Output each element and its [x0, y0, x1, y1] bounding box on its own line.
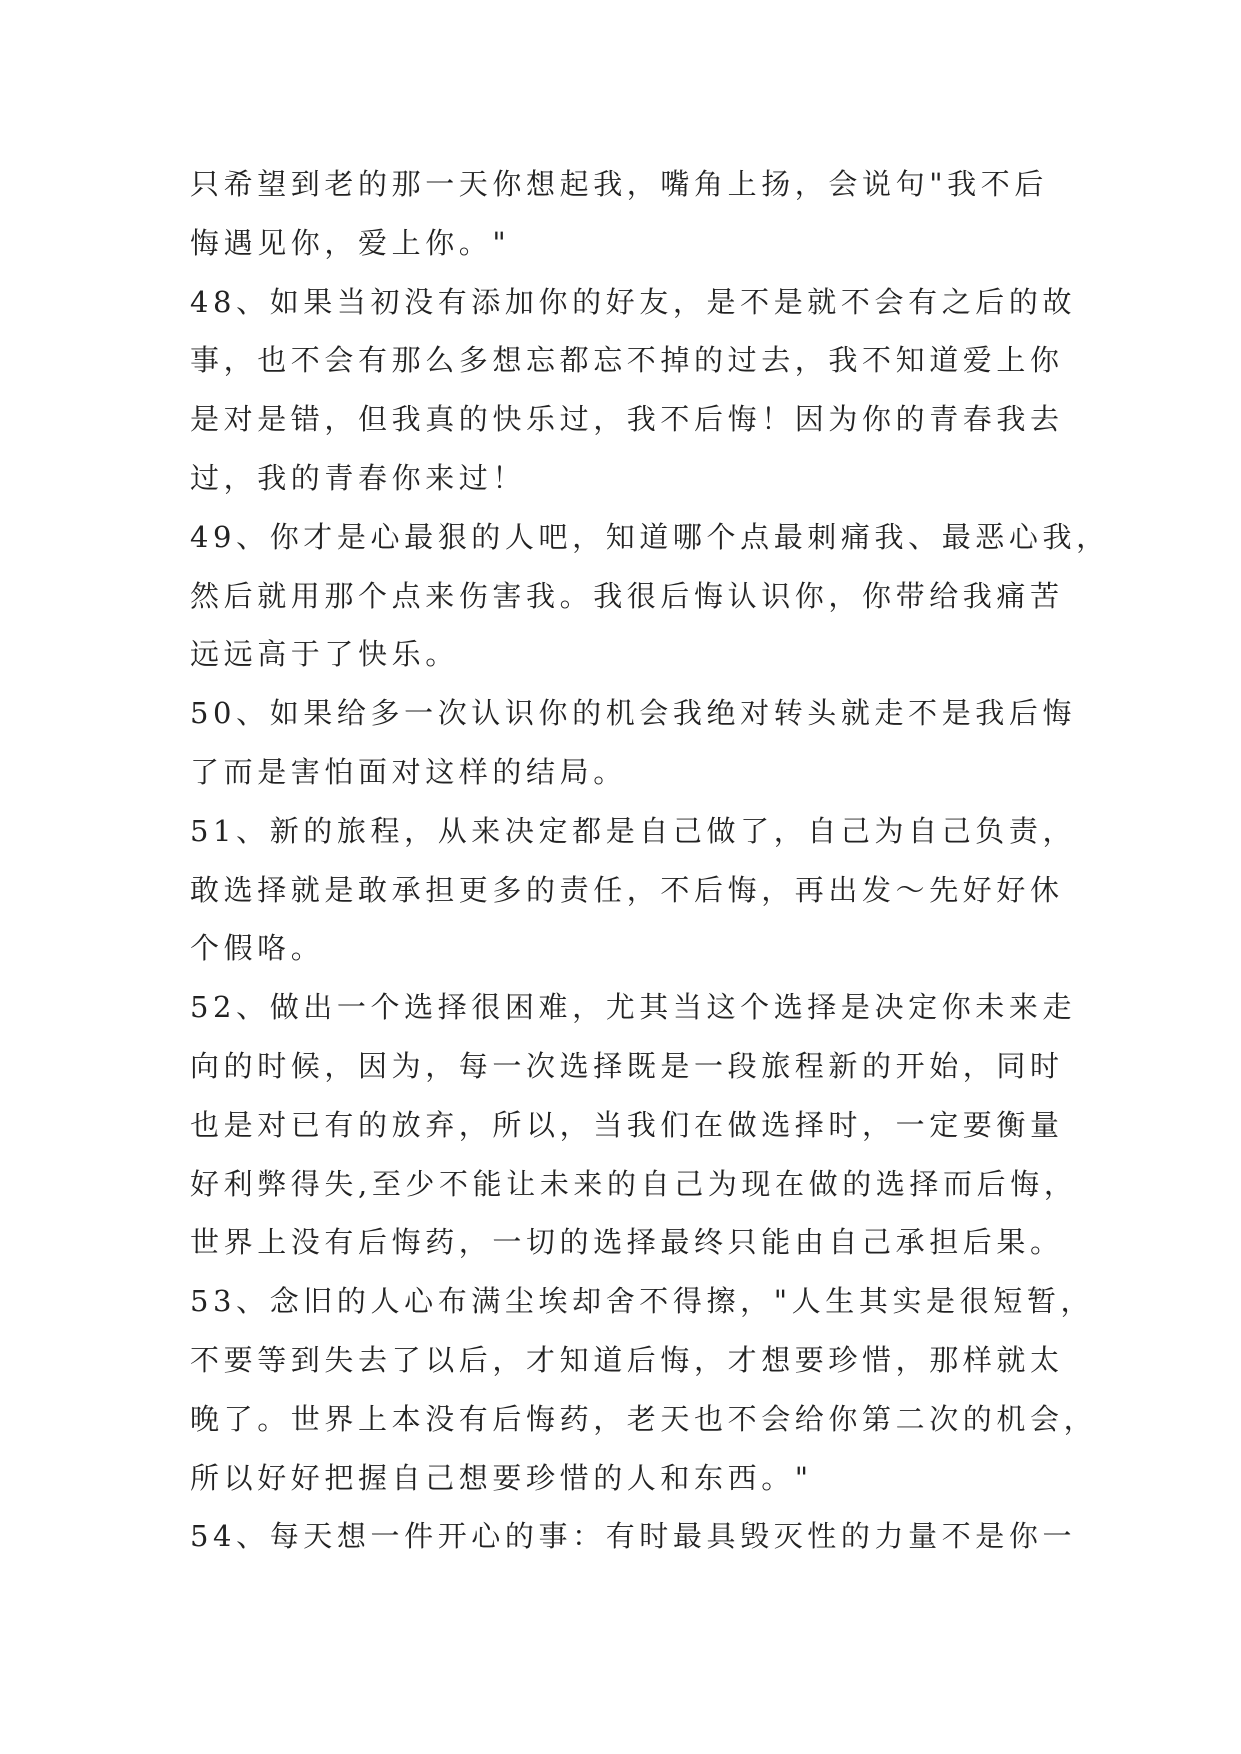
- text-line: 悔遇见你，爱上你。": [190, 225, 511, 260]
- text-line: 53、念旧的人心布满尘埃却舍不得擦，"人生其实是很短暂，: [190, 1284, 1095, 1319]
- text-line: 晚了。世界上本没有后悔药，老天也不会给你第二次的机会，: [190, 1401, 1098, 1436]
- text-line: 了而是害怕面对这样的结局。: [190, 754, 627, 789]
- text-line: 事，也不会有那么多想忘都忘不掉的过去，我不知道爱上你: [190, 343, 1064, 378]
- text-line: 54、每天想一件开心的事：有时最具毁灭性的力量不是你一: [190, 1519, 1077, 1554]
- text-line: 向的时候，因为，每一次选择既是一段旅程新的开始，同时: [190, 1048, 1064, 1083]
- text-line: 敢选择就是敢承担更多的责任，不后悔，再出发～先好好休: [190, 872, 1064, 907]
- text-line: 世界上没有后悔药，一切的选择最终只能由自己承担后果。: [190, 1225, 1064, 1260]
- text-line: 所以好好把握自己想要珍惜的人和东西。": [190, 1460, 813, 1495]
- text-line: 好利弊得失,至少不能让未来的自己为现在做的选择而后悔，: [190, 1166, 1078, 1201]
- text-line: 过，我的青春你来过！: [190, 460, 527, 495]
- text-line: 个假咯。: [190, 931, 325, 966]
- text-line: 52、做出一个选择很困难，尤其当这个选择是决定你未来走: [190, 990, 1077, 1025]
- text-line: 50、如果给多一次认识你的机会我绝对转头就走不是我后悔: [190, 696, 1077, 731]
- text-line: 不要等到失去了以后，才知道后悔，才想要珍惜，那样就太: [190, 1342, 1064, 1377]
- text-line: 然后就用那个点来伤害我。我很后悔认识你，你带给我痛苦: [190, 578, 1064, 613]
- text-line: 48、如果当初没有添加你的好友，是不是就不会有之后的故: [190, 284, 1077, 319]
- document-body: [190, 155, 1110, 1566]
- text-line: 也是对已有的放弃，所以，当我们在做选择时，一定要衡量: [190, 1107, 1064, 1142]
- text-line: 只希望到老的那一天你想起我，嘴角上扬，会说句"我不后: [190, 167, 1048, 201]
- text-line: 远远高于了快乐。: [190, 637, 459, 672]
- text-line: 51、新的旅程，从来决定都是自己做了，自己为自己负责，: [190, 813, 1077, 848]
- text-line: 49、你才是心最狠的人吧，知道哪个点最刺痛我、最恶心我，: [190, 519, 1110, 554]
- text-line: 是对是错，但我真的快乐过，我不后悔！因为你的青春我去: [190, 402, 1064, 437]
